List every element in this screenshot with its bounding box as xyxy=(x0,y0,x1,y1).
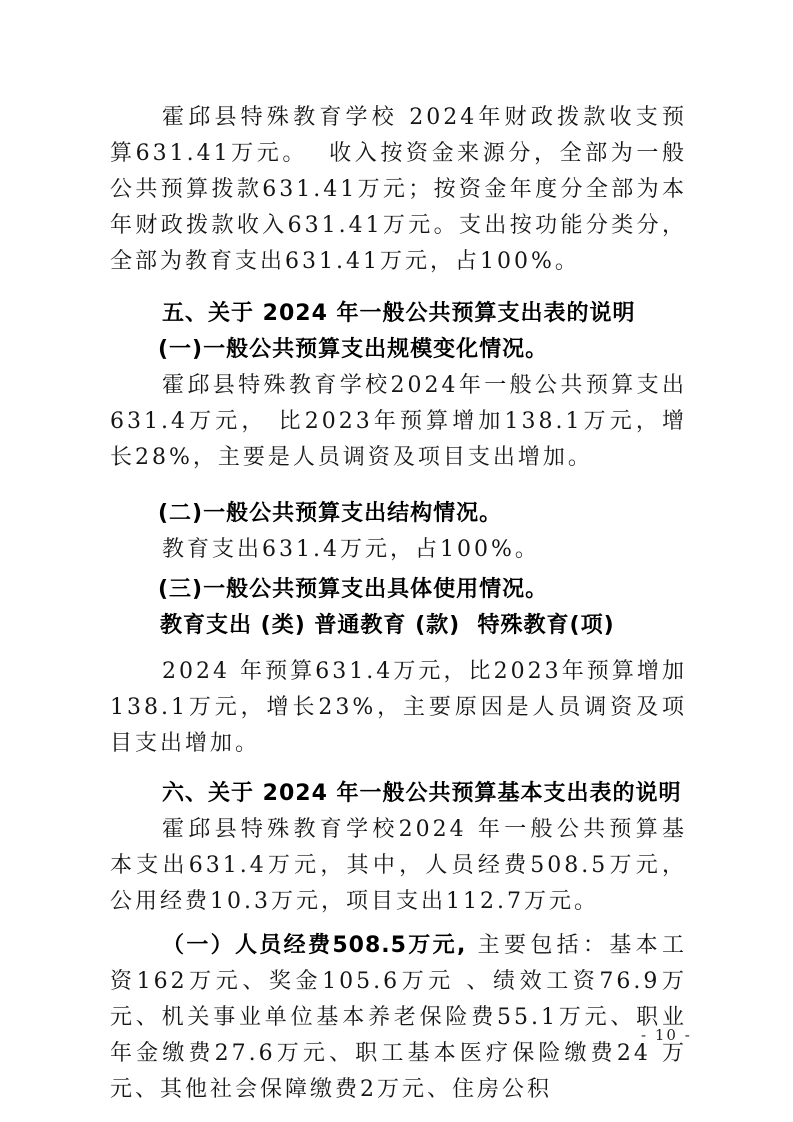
paragraph-6-1-personnel-funds xyxy=(110,928,687,1108)
heading-5-1-scale-change: (一)一般公共预算支出规模变化情况。 xyxy=(158,337,549,362)
paragraph-6-1-rest: 主要包括：基本工资162万元、奖金105.6万元 、绩效工资76.9万元、机关事业单位基本养老保险费55.1万元、职业年金缴费27.6万元、职工基本医疗保险缴费24 万元、其他社会保障缴费2万元、住房公积 xyxy=(110,933,687,1102)
heading-section-five: 五、关于 2024 年一般公共预算支出表的说明 xyxy=(162,301,636,326)
paragraph-fiscal-summary: 霍邱县特殊教育学校 2024年财政拨款收支预算631.41万元。 收入按资金来源分，全部为一般公共预算拨款631.41万元；按资金年度分全部为本年财政拨款收入631.41万元。支出按功能分类分，全部为教育支出631.41万元，占100%。 xyxy=(110,105,687,274)
page-content xyxy=(110,100,687,1108)
paragraph-6-intro-basic-expenditure: 霍邱县特殊教育学校2024 年一般公共预算基本支出631.4万元，其中，人员经费508.5万元，公用经费10.3万元，项目支出112.7万元。 xyxy=(110,817,687,914)
heading-section-six: 六、关于 2024 年一般公共预算基本支出表的说明 xyxy=(162,781,682,806)
heading-5-2-structure: (二)一般公共预算支出结构情况。 xyxy=(158,501,503,526)
paragraph-5-1-scale-change: 霍邱县特殊教育学校2024年一般公共预算支出631.4万元， 比2023年预算增加138.1万元，增长28%，主要是人员调资及项目支出增加。 xyxy=(110,373,687,470)
paragraph-6-1-lead: （一）人员经费508.5万元, xyxy=(162,933,467,958)
page-number: - 10 - xyxy=(641,1026,692,1044)
paragraph-5-2-structure: 教育支出631.4万元，占100%。 xyxy=(162,537,540,562)
line-expense-category: 教育支出 (类) 普通教育 (款) 特殊教育(项) xyxy=(160,613,615,638)
paragraph-5-3-budget-comparison: 2024 年预算631.4万元，比2023年预算增加138.1万元，增长23%，主要原因是人员调资及项目支出增加。 xyxy=(110,659,687,756)
heading-5-3-specific-usage: (三)一般公共预算支出具体使用情况。 xyxy=(158,577,549,602)
